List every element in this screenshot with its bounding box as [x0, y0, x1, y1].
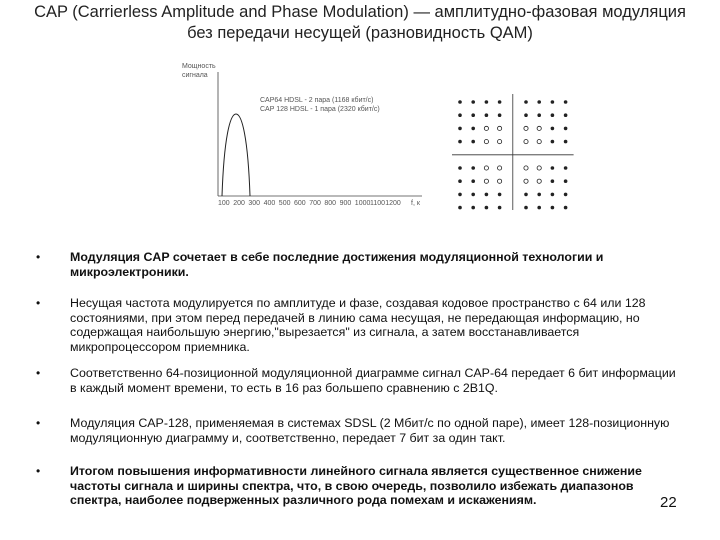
constellation-point [564, 140, 568, 144]
constellation-point [524, 100, 528, 104]
constellation-point [484, 166, 488, 170]
constellation-point [524, 140, 528, 144]
figure-x-tick-label: 300 [248, 200, 261, 207]
bullet-marker: • [36, 464, 41, 478]
constellation-point [471, 100, 475, 104]
figure-x-tick-label: 100 [218, 200, 230, 207]
figure-x-tick-label: 600 [294, 200, 306, 207]
constellation-point [458, 193, 462, 197]
figure-x-tick-label: 900 [339, 200, 352, 207]
constellation-point [537, 126, 541, 130]
constellation-point [551, 113, 555, 117]
bullet-marker: • [36, 416, 41, 430]
constellation-point [524, 179, 528, 183]
constellation-point [551, 193, 555, 197]
figure-x-tick-label: 700 [309, 200, 321, 207]
constellation-point [484, 126, 488, 130]
constellation-point [471, 140, 475, 144]
constellation-point [458, 166, 462, 170]
figure-x-tick-label: 1000 [354, 200, 371, 207]
figure-x-tick-label: 1200 [385, 200, 401, 207]
constellation-point [458, 140, 462, 144]
constellation-point [458, 206, 462, 210]
constellation-point [564, 193, 568, 197]
constellation-point [564, 127, 568, 131]
constellation-point [458, 179, 462, 183]
constellation-point [471, 179, 475, 183]
constellation-point [471, 127, 475, 131]
constellation-point [551, 100, 555, 104]
bullet-marker: • [36, 366, 41, 380]
constellation-point [564, 100, 568, 104]
constellation-point [551, 127, 555, 131]
constellation-point [524, 206, 528, 210]
constellation-point [485, 206, 489, 210]
bullet-text: Соответственно 64-позиционной модуляционной диаграмме сигнал CAP-64 передает 6 бит информации в каждый момент времени, то есть в 16 раз большепо сравнению с 2B1Q. [70, 366, 676, 395]
constellation-point [471, 113, 475, 117]
constellation-point [524, 193, 528, 197]
constellation-point [551, 179, 555, 183]
bullet-text: Итогом повышения информативности линейного сигнала является существенное снижение частоты сигнала и ширины спектра, что, в свою очередь, позволило избежать диапазонов спектра, наиболее подверженных различного рода помехам и искажениям. [70, 464, 642, 508]
figure-spectrum-curve [222, 114, 250, 196]
constellation-point [537, 179, 541, 183]
figure-ylabel-line2: сигнала [182, 72, 208, 79]
constellation-point [471, 166, 475, 170]
constellation-point [498, 100, 502, 104]
constellation-point [564, 206, 568, 210]
constellation-point [524, 166, 528, 170]
constellation-point [458, 113, 462, 117]
constellation-point [551, 166, 555, 170]
bullet-marker: • [36, 250, 41, 264]
figure-x-ticks [218, 200, 401, 207]
constellation-point [484, 140, 488, 144]
constellation-point [471, 206, 475, 210]
constellation-point [498, 140, 502, 144]
constellation-point [471, 193, 475, 197]
constellation-diagram [452, 94, 574, 210]
constellation-point [537, 206, 541, 210]
constellation-point [564, 113, 568, 117]
constellation-point [524, 113, 528, 117]
figure-x-tick-label: 400 [263, 200, 276, 207]
constellation-point [458, 100, 462, 104]
constellation-point [537, 140, 541, 144]
constellation-point [564, 166, 568, 170]
bullet-text: Несущая частота модулируется по амплитуде и фазе, создавая кодовое пространство с 64 или 128 состояниями, при этом перед передачей в линию сама несущая, не передающая информацию, но содержащая наибольшую энергию,"вырезается" из сигнала, а затем восстанавливается микропроцессором приемника. [70, 296, 646, 354]
constellation-point [537, 193, 541, 197]
constellation-point [498, 206, 502, 210]
constellation-point [485, 193, 489, 197]
constellation-point [537, 166, 541, 170]
constellation-point [485, 100, 489, 104]
constellation-point [498, 179, 502, 183]
constellation-point [485, 113, 489, 117]
constellation-point [498, 126, 502, 130]
figure-legend-line1: CAP64 HDSL - 2 пара (1168 кбит/с) [260, 97, 374, 104]
bullet-text: Модуляция CAP-128, применяемая в системах SDSL (2 Мбит/с по одной паре), имеет 128-позиционную модуляционную диаграмму и, соответственно, передает 7 бит за один такт. [70, 416, 670, 445]
constellation-point [498, 166, 502, 170]
constellation-point [484, 179, 488, 183]
constellation-point [537, 100, 541, 104]
constellation-point [537, 113, 541, 117]
bullet-marker: • [36, 296, 41, 310]
spectrum-figure [150, 58, 590, 210]
constellation-point [498, 193, 502, 197]
figure-x-tick-label: 1100 [370, 200, 386, 207]
page-number: 22 [660, 494, 677, 511]
slide-title: CAP (Carrierless Amplitude and Phase Modulation) — амплитудно-фазовая модуляция без передачи несущей (разновидность QAM) [34, 3, 686, 42]
constellation-point [551, 140, 555, 144]
constellation-point [458, 127, 462, 131]
bullet-text: Модуляция CAP сочетает в себе последние достижения модуляционной технологии и микроэлектроники. [70, 250, 604, 279]
figure-x-tick-label: 200 [233, 200, 245, 207]
constellation-point [564, 179, 568, 183]
figure-x-tick-label: 800 [324, 200, 337, 207]
constellation-point [551, 206, 555, 210]
constellation-point [524, 126, 528, 130]
figure-legend-line2: CAP 128 HDSL - 1 пара (2320 кбит/с) [260, 106, 380, 113]
constellation-point [498, 113, 502, 117]
figure-xlabel: f, к [411, 200, 420, 207]
figure-ylabel-line1: Мощность [182, 63, 216, 70]
figure-x-tick-label: 500 [278, 200, 291, 207]
spectrum-chart [150, 58, 590, 210]
